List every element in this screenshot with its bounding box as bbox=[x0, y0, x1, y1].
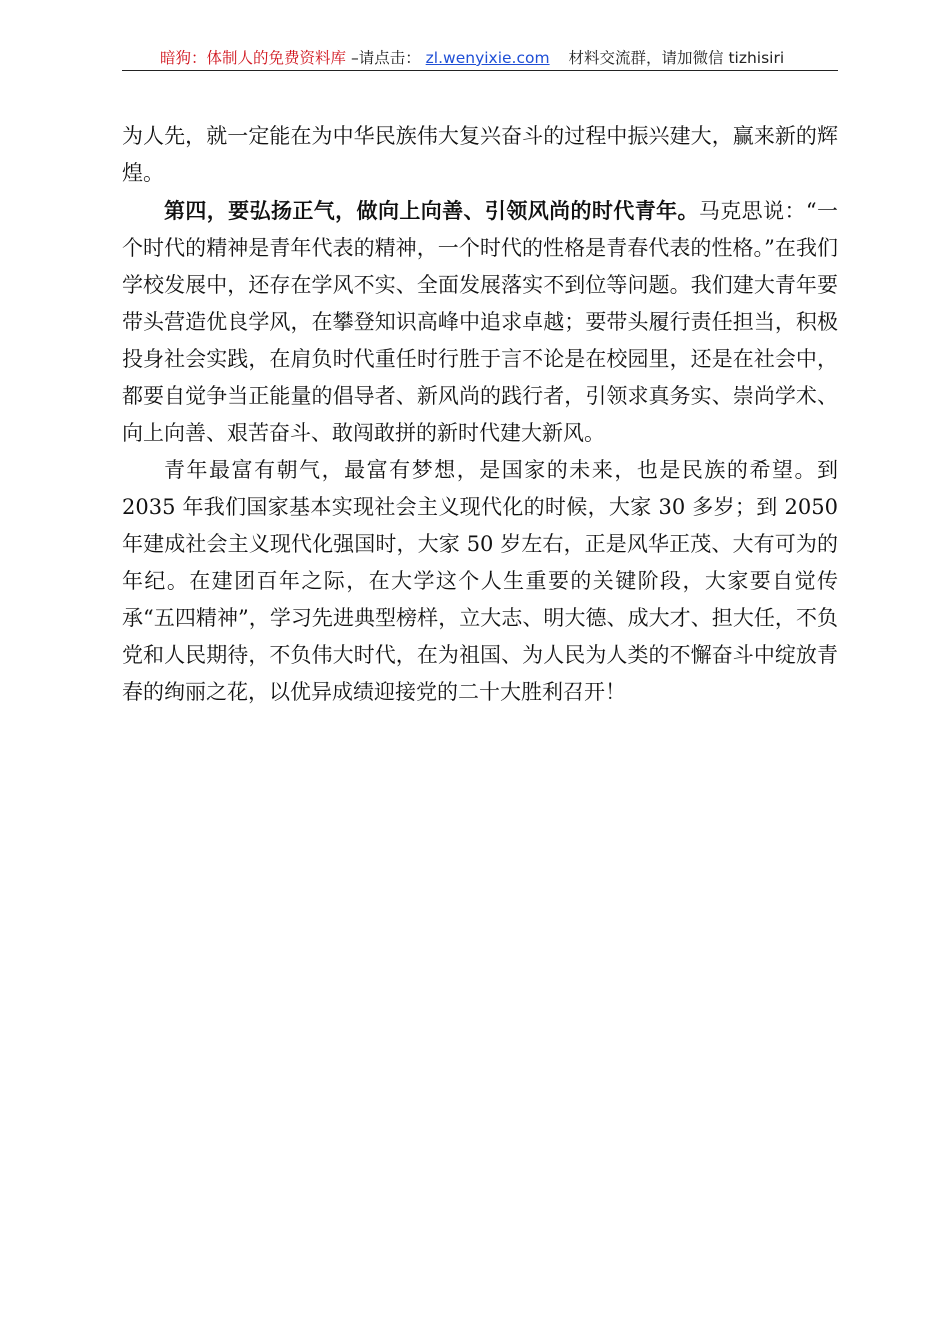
page-header bbox=[122, 46, 838, 70]
header-prompt-text: –请点击： bbox=[350, 49, 421, 67]
paragraph-continuation: 为人先，就一定能在为中华民族伟大复兴奋斗的过程中振兴建大，赢来新的辉煌。 bbox=[122, 124, 838, 185]
paragraph-fourth-point bbox=[122, 192, 838, 452]
paragraph-heading-bold: 第四，要弘扬正气，做向上向善、引领风尚的时代青年。 bbox=[164, 198, 699, 223]
paragraph-fourth-body: 马克思说：“一个时代的精神是青年代表的精神，一个时代的性格是青春代表的性格。”在我们学校发展中，还存在学风不实、全面发展落实不到位等问题。我们建大青年要带头营造优良学风，在攀登知识高峰中追求卓越；要带头履行责任担当，积极投身社会实践，在肩负时代重任时行胜于言不论是在校园里，还是在社会中，都要自觉争当正能量的倡导者、新风尚的践行者，引领求真务实、崇尚学术、向上向善、艰苦奋斗、敢闯敢拼的新时代建大新风。 bbox=[122, 199, 838, 445]
header-brand-text: 暗狗：体制人的免费资料库 bbox=[160, 49, 347, 67]
header-website-link[interactable]: zl.wenyixie.com bbox=[425, 49, 550, 67]
paragraph-conclusion: 青年最富有朝气，最富有梦想，是国家的未来，也是民族的希望。到 2035 年我们国家基本实现社会主义现代化的时候，大家 30 多岁；到 2050 年建成社会主义现代化强国时，大家 50 岁左右，正是风华正茂、大有可为的年纪。在建团百年之际，在大学这个人生重要的关键阶段，大家要自觉传承“五四精神”，学习先进典型榜样，立大志、明大德、成大才、担大任，不负党和人民期待，不负伟大时代，在为祖国、为人民为人类的不懈奋斗中绽放青春的绚丽之花，以优异成绩迎接党的二十大胜利召开！ bbox=[122, 458, 838, 704]
header-divider bbox=[122, 70, 838, 71]
document-body bbox=[122, 118, 838, 711]
header-wechat-text: 材料交流群，请加微信 tizhisiri bbox=[568, 49, 785, 67]
